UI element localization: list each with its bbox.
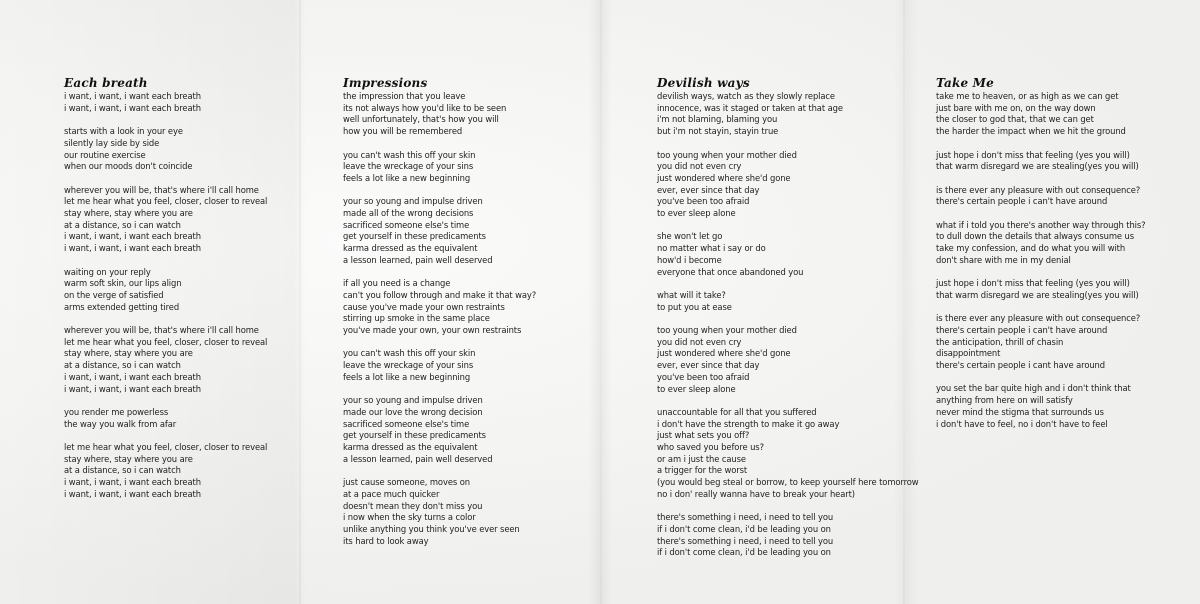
lyric-line: just bare with me on, on the way down [936, 102, 1096, 113]
lyric-line: silently lay side by side [64, 137, 160, 148]
lyric-line: just what sets you off? [657, 430, 750, 441]
lyric-line: warm soft skin, our lips align [64, 278, 182, 289]
lyric-line: but i'm not stayin, stayin true [657, 126, 779, 137]
lyric-line: i want, i want, i want each breath [64, 383, 201, 394]
lyric-line: arms extended getting tired [64, 301, 180, 312]
lyric-line: the way you walk from afar [64, 418, 177, 429]
lyric-line: leave the wreckage of your sins [343, 161, 474, 172]
lyric-line: waiting on your reply [64, 266, 151, 277]
lyric-line: a lesson learned, pain well deserved [343, 254, 493, 265]
stanza [936, 313, 1186, 372]
stanza [64, 442, 314, 501]
lyric-line: stay where, stay where you are [64, 453, 193, 464]
lyric-line: i want, i want, i want each breath [64, 243, 201, 254]
lyric-line: how'd i become [657, 254, 722, 265]
lyrics-column-devilish-ways [657, 76, 927, 571]
lyric-line: let me hear what you feel, closer, closer to reveal [64, 442, 268, 452]
stanza [343, 91, 603, 138]
lyric-line: wherever you will be, that's where i'll call home [64, 325, 259, 335]
lyric-line: i'm not blaming, blaming you [657, 114, 778, 125]
lyric-line: our routine exercise [64, 149, 146, 160]
lyric-line: there's something i need, i need to tell you [657, 512, 834, 523]
stanza [64, 126, 314, 173]
lyric-line: get yourself in these predicaments [343, 430, 486, 441]
lyric-line: you set the bar quite high and i don't think that [936, 383, 1131, 394]
lyric-line: is there ever any pleasure with out consequence? [936, 184, 1141, 195]
stanza [657, 150, 927, 220]
lyric-line: there's certain people i can't have around [936, 324, 1108, 335]
lyric-line: i want, i want, i want each breath [64, 488, 201, 499]
lyrics-body [936, 91, 1186, 430]
lyric-line: i want, i want, i want each breath [64, 231, 201, 242]
lyric-line: stay where, stay where you are [64, 348, 193, 359]
lyrics-body [343, 91, 603, 547]
lyric-line: at a pace much quicker [343, 488, 440, 499]
lyric-line: to ever sleep alone [657, 383, 736, 394]
lyric-line: you've been too afraid [657, 371, 750, 382]
lyric-line: to dull down the details that always consume us [936, 231, 1134, 242]
lyric-line: its hard to look away [343, 535, 429, 546]
lyric-line: can't you follow through and make it that way? [343, 289, 537, 300]
stanza [343, 150, 603, 185]
lyric-line: doesn't mean they don't miss you [343, 500, 483, 511]
lyric-line: the harder the impact when we hit the ground [936, 126, 1126, 137]
lyric-line: you've made your own, your own restraints [343, 325, 522, 336]
stanza [936, 91, 1186, 138]
song-title: Devilish ways [657, 76, 750, 90]
stanza [64, 267, 314, 314]
lyric-line: what will it take? [657, 289, 726, 300]
lyric-line: to put you at ease [657, 301, 732, 312]
lyric-line: feels a lot like a new beginning [343, 172, 471, 183]
lyric-line: disappointment [936, 348, 1001, 359]
lyric-line: starts with a look in your eye [64, 126, 183, 137]
lyric-line: you did not even cry [657, 161, 742, 172]
lyric-line: too young when your mother died [657, 149, 797, 160]
stanza [64, 325, 314, 395]
lyric-line: let me hear what you feel, closer, closer to reveal [64, 336, 268, 347]
lyric-line: i want, i want, i want each breath [64, 91, 201, 101]
stanza [64, 185, 314, 255]
lyric-line: unaccountable for all that you suffered [657, 406, 817, 417]
stanza [657, 512, 927, 559]
lyric-line: cause you've made your own restraints [343, 301, 505, 312]
lyric-line: you did not even cry [657, 336, 742, 347]
lyric-line: there's certain people i can't have around [936, 196, 1108, 207]
lyric-line: leave the wreckage of your sins [343, 360, 474, 371]
lyric-line: i want, i want, i want each breath [64, 102, 201, 113]
stanza [657, 407, 927, 501]
stanza [936, 278, 1186, 301]
lyric-line: no i don' really wanna have to break your heart) [657, 488, 855, 499]
lyric-line: at a distance, so i can watch [64, 360, 181, 371]
lyric-line: just hope i don't miss that feeling (yes you will) [936, 149, 1130, 160]
lyrics-column-impressions [343, 76, 603, 559]
lyric-line: sacrificed someone else's time [343, 418, 470, 429]
stanza [343, 278, 603, 337]
lyric-line: i want, i want, i want each breath [64, 371, 201, 382]
stanza [657, 91, 927, 138]
stanza [657, 290, 927, 313]
lyric-line: karma dressed as the equivalent [343, 442, 478, 453]
lyric-line: unlike anything you think you've ever seen [343, 523, 520, 534]
lyric-line: you render me powerless [64, 406, 169, 417]
stanza [343, 477, 603, 547]
lyric-line: you can't wash this off your skin [343, 348, 476, 359]
lyric-line: sacrificed someone else's time [343, 219, 470, 230]
lyric-line: your so young and impulse driven [343, 196, 483, 207]
lyrics-column-each-breath [64, 76, 314, 512]
lyric-line: i don't have the strength to make it go away [657, 418, 840, 429]
lyric-line: (you would beg steal or borrow, to keep yourself here tomorrow [657, 477, 919, 488]
lyric-line: stirring up smoke in the same place [343, 313, 490, 324]
lyrics-column-take-me [936, 76, 1186, 442]
lyric-line: wherever you will be, that's where i'll call home [64, 184, 259, 195]
lyrics-body [64, 91, 314, 501]
lyric-line: made all of the wrong decisions [343, 208, 474, 218]
lyric-line: no matter what i say or do [657, 243, 766, 254]
stanza [657, 231, 927, 278]
lyric-line: you can't wash this off your skin [343, 149, 476, 160]
lyric-line: there's certain people i cant have around [936, 360, 1105, 371]
lyric-line: karma dressed as the equivalent [343, 243, 478, 254]
lyric-line: ever, ever since that day [657, 184, 760, 195]
lyric-line: what if i told you there's another way through this? [936, 219, 1146, 230]
lyric-line: just wondered where she'd gone [657, 172, 791, 183]
lyric-line: take me to heaven, or as high as we can get [936, 91, 1119, 101]
lyric-line: well unfortunately, that's how you will [343, 114, 499, 125]
lyric-line: i don't have to feel, no i don't have to feel [936, 418, 1108, 429]
stanza [343, 196, 603, 266]
lyric-line: to ever sleep alone [657, 208, 736, 219]
lyric-line: devilish ways, watch as they slowly replace [657, 91, 835, 101]
lyric-line: don't share with me in my denial [936, 254, 1071, 265]
lyric-line: everyone that once abandoned you [657, 266, 804, 277]
stanza [343, 395, 603, 465]
lyric-line: just hope i don't miss that feeling (yes you will) [936, 278, 1130, 289]
lyric-line: there's something i need, i need to tell you [657, 535, 834, 546]
lyric-line: never mind the stigma that surrounds us [936, 406, 1104, 417]
lyric-line: anything from here on will satisfy [936, 395, 1073, 406]
stanza [936, 220, 1186, 267]
lyric-line: or am i just the cause [657, 453, 746, 464]
lyric-line: i now when the sky turns a color [343, 512, 476, 523]
lyric-line: at a distance, so i can watch [64, 465, 181, 476]
stanza [64, 407, 314, 430]
lyric-line: feels a lot like a new beginning [343, 371, 471, 382]
lyric-line: on the verge of satisfied [64, 289, 164, 300]
lyric-line: if all you need is a change [343, 278, 451, 289]
lyric-line: the anticipation, thrill of chasin [936, 336, 1064, 347]
lyric-line: its not always how you'd like to be seen [343, 102, 507, 113]
lyric-line: if i don't come clean, i'd be leading you on [657, 547, 831, 558]
stanza [343, 348, 603, 383]
lyric-line: just cause someone, moves on [343, 477, 470, 488]
lyric-line: made our love the wrong decision [343, 406, 483, 417]
lyric-line: the closer to god that, that we can get [936, 114, 1094, 125]
lyric-line: who saved you before us? [657, 442, 764, 453]
lyric-line: is there ever any pleasure with out consequence? [936, 313, 1141, 324]
lyric-line: take my confession, and do what you will with [936, 243, 1126, 254]
lyric-line: that warm disregard we are stealing(yes you will) [936, 289, 1139, 300]
lyric-line: ever, ever since that day [657, 360, 760, 371]
lyric-line: too young when your mother died [657, 325, 797, 335]
lyrics-body [657, 91, 927, 559]
stanza [64, 91, 314, 114]
lyric-line: get yourself in these predicaments [343, 231, 486, 242]
lyric-line: the impression that you leave [343, 91, 466, 101]
stanza [936, 150, 1186, 173]
stanza [936, 383, 1186, 430]
lyric-line: i want, i want, i want each breath [64, 477, 201, 488]
song-title: Each breath [64, 76, 148, 90]
lyric-line: if i don't come clean, i'd be leading you on [657, 523, 831, 534]
song-title: Impressions [343, 76, 428, 90]
lyric-line: a trigger for the worst [657, 465, 748, 476]
lyric-line: a lesson learned, pain well deserved [343, 453, 493, 464]
lyric-line: she won't let go [657, 231, 723, 242]
lyric-line: innocence, was it staged or taken at that age [657, 102, 843, 113]
song-title: Take Me [936, 76, 995, 90]
stanza [657, 325, 927, 395]
stanza [936, 185, 1186, 208]
lyric-line: let me hear what you feel, closer, closer to reveal [64, 196, 268, 207]
lyric-line: when our moods don't coincide [64, 161, 193, 172]
lyric-line: how you will be remembered [343, 126, 463, 137]
lyric-line: at a distance, so i can watch [64, 219, 181, 230]
lyric-line: your so young and impulse driven [343, 395, 483, 406]
lyric-line: that warm disregard we are stealing(yes you will) [936, 161, 1139, 172]
lyric-line: you've been too afraid [657, 196, 750, 207]
lyric-line: stay where, stay where you are [64, 208, 193, 218]
lyric-line: just wondered where she'd gone [657, 348, 791, 359]
